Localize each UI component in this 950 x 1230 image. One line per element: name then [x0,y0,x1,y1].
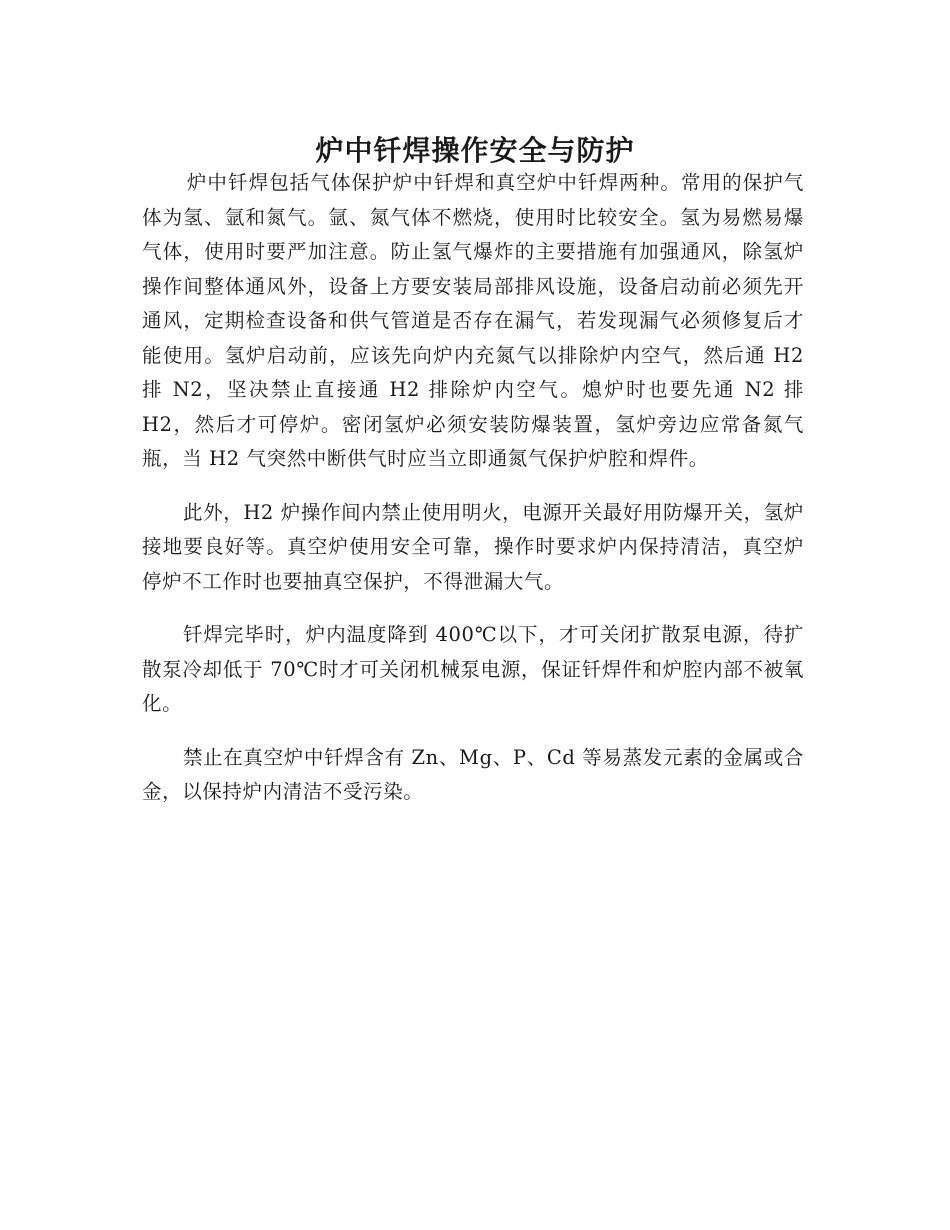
document-title: 炉中钎焊操作安全与防护 [315,133,635,167]
paragraph-volatile-elements: 禁止在真空炉中钎焊含有 Zn、Mg、P、Cd 等易蒸发元素的金属或合金，以保持炉内清洁不受污染。 [142,745,804,803]
document-body [142,166,804,829]
paragraph-shutdown-procedure: 钎焊完毕时，炉内温度降到 400℃以下，才可关闭扩散泵电源，待扩散泵冷却低于 70℃时才可关闭机械泵电源，保证钎焊件和炉腔内部不被氧化。 [142,623,804,715]
paragraph-gas-protection: 炉中钎焊包括气体保护炉中钎焊和真空炉中钎焊两种。常用的保护气体为氢、氩和氮气。氩、氮气体不燃烧，使用时比较安全。氢为易燃易爆气体，使用时要严加注意。防止氢气爆炸的主要措施有加强通风，除氢炉操作间整体通风外，设备上方要安装局部排风设施，设备启动前必须先开通风，定期检查设备和供气管道是否存在漏气，若发现漏气必须修复后才能使用。氢炉启动前，应该先向炉内充氮气以排除炉内空气，然后通 H2 排 N2，坚决禁止直接通 H2 排除炉内空气。熄炉时也要先通 N2 排 H2，然后才可停炉。密闭氢炉必须安装防爆装置，氢炉旁边应常备氮气瓶，当 H2 气突然中断供气时应当立即通氮气保护炉腔和焊件。 [142,171,804,470]
paragraph-h2-room-safety: 此外，H2 炉操作间内禁止使用明火，电源开关最好用防爆开关，氢炉接地要良好等。真空炉使用安全可靠，操作时要求炉内保持清洁，真空炉停炉不工作时也要抽真空保护，不得泄漏大气。 [142,500,804,593]
